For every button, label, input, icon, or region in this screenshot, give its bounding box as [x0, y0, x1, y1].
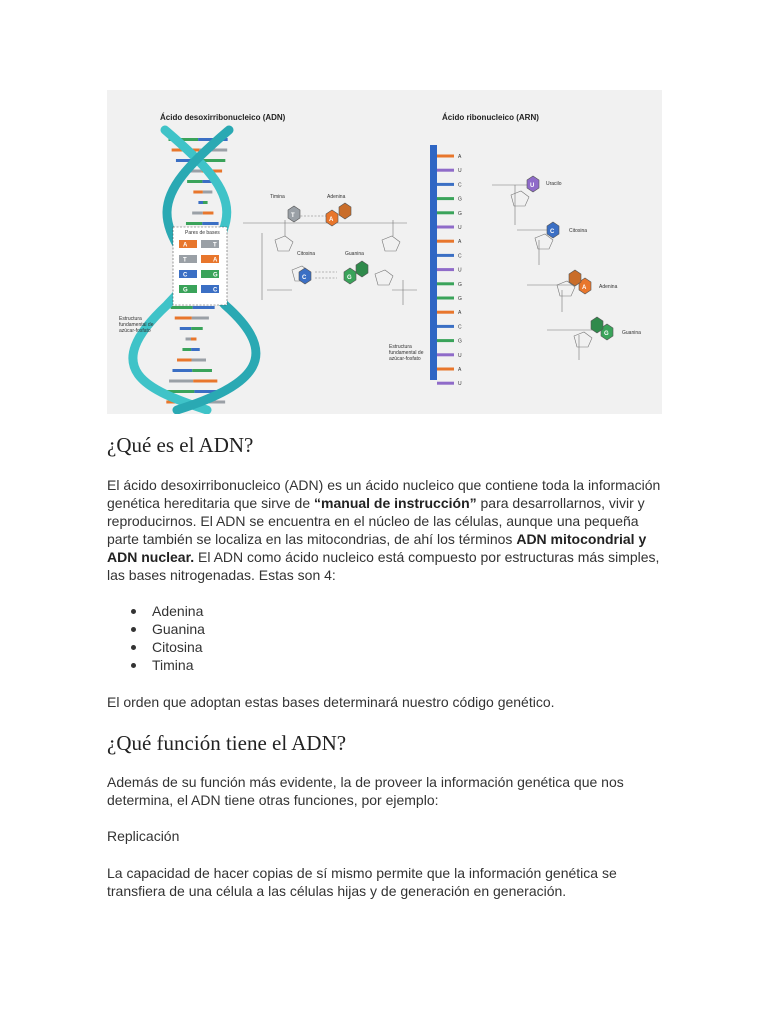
paragraph-text: El ADN como ácido nucleico está compuesto por estructuras más simples, las bases nitrogenadas. Estas son 4: [107, 549, 660, 583]
adenine-letter: A [329, 217, 334, 223]
rna-base-letter: U [458, 168, 462, 175]
rna-base-letter: C [458, 324, 462, 331]
base-pair-left [179, 255, 197, 263]
dna-timina-label: Timina [270, 194, 285, 200]
helix-rung [191, 327, 202, 330]
paragraph-replicacion-desc: La capacidad de hacer copias de sí mismo permite que la información genética se transfiera de una célula a las células hijas y de generación en generación. [107, 865, 617, 899]
rna-base-rung [437, 282, 454, 285]
rna-backbone-label-1: Estructura [389, 344, 412, 350]
base-pairs-label: Pares de bases [185, 230, 220, 236]
adenine-ring-icon [339, 203, 351, 219]
rna-base-letter: A [458, 310, 462, 317]
guanine-letter: G [347, 275, 352, 281]
base-pair-letter: G [213, 272, 218, 279]
paragraph-text: para desarrollarnos, vivir y reproducirnos. El ADN se encuentra en el núcleo de las células, aunque una pequeña parte también se localiza en las mitocondrias, de ahí los términos [107, 495, 645, 547]
rna-base-rung [437, 254, 454, 257]
rna-adenine-letter: A [582, 285, 587, 291]
rna-base-rung [437, 368, 454, 371]
rna-guanina-label: Guanina [622, 330, 641, 336]
uracil-letter: U [530, 183, 535, 189]
base-pair-letter: A [183, 242, 188, 249]
dna-adenina-label: Adenina [327, 194, 346, 200]
rna-citosina-label: Citosina [569, 228, 588, 234]
rna-base-letter: U [458, 352, 462, 359]
rna-base-rung [437, 240, 454, 243]
rna-cytosine-letter: C [550, 229, 555, 235]
list-item: Guanina [152, 621, 205, 637]
dna-figure-title: Ácido desoxirribonucleico (ADN) [160, 113, 286, 122]
helix-rung [192, 317, 209, 320]
bold-manual-instruccion: “manual de instrucción” [314, 495, 477, 511]
guanine-ring-icon [356, 261, 368, 277]
rna-base-letter: C [458, 253, 462, 260]
dna-backbone-label-3: azúcar-fosfato [119, 328, 151, 334]
helix-rung [191, 348, 200, 351]
helix-rung [180, 327, 191, 330]
rna-base-letter: G [458, 281, 462, 288]
base-pairs-box [173, 227, 227, 305]
rna-base-letter: A [458, 154, 462, 160]
thymine-letter: T [291, 213, 295, 219]
helix-rung [177, 359, 191, 362]
rna-base-letter: G [458, 338, 462, 345]
rna-strand [389, 145, 462, 387]
rna-base-rung [437, 268, 454, 271]
rna-base-rung [437, 169, 454, 172]
helix-rung [187, 180, 202, 183]
rna-backbone-label-3: azúcar-fosfato [389, 356, 421, 362]
dna-rna-diagram [107, 90, 662, 414]
rna-base-rung [437, 382, 454, 385]
paragraph-adn-definition [107, 476, 667, 584]
base-pair-letter: C [183, 272, 188, 279]
helix-rung [172, 369, 192, 372]
bold-adn-mitocondrial-nuclear: ADN mitocondrial y ADN nuclear. [107, 531, 647, 565]
rna-base-rung [437, 155, 454, 158]
base-pair-letter: G [183, 287, 188, 294]
rna-base-letter: A [458, 367, 462, 373]
rna-base-letter: C [458, 182, 462, 189]
base-pair-letter: T [183, 257, 187, 264]
paragraph-text: El ácido desoxirribonucleico (ADN) es un ácido nucleico que contiene toda la información genética hereditaria que sirve de [107, 477, 661, 511]
helix-rung [192, 369, 212, 372]
helix-rung [202, 222, 218, 225]
base-pair-left [179, 285, 197, 293]
rna-backbone-label-2: fundamental de [389, 350, 424, 356]
paragraph-genetic-code: El orden que adoptan estas bases determinará nuestro código genético. [107, 694, 555, 710]
rna-guanine-letter: G [604, 331, 609, 337]
base-pair-letter: A [213, 257, 218, 264]
rna-base-letter: U [458, 381, 462, 388]
base-pair-letter: T [213, 242, 217, 249]
helix-rung [169, 380, 193, 383]
rna-base-letter: G [458, 196, 462, 203]
heading-que-es-adn: ¿Qué es el ADN? [107, 433, 254, 457]
rna-base-rung [437, 325, 454, 328]
rna-base-letter: U [458, 225, 462, 231]
helix-rung [186, 222, 202, 225]
dna-backbone-label-1: Estructura [119, 316, 142, 322]
base-pair-left [179, 270, 197, 278]
helix-rung [171, 306, 193, 309]
rna-base-rung [437, 297, 454, 300]
helix-rung [191, 338, 196, 341]
dna-rna-figure [107, 90, 662, 414]
nitrogen-bases-list [152, 602, 205, 674]
helix-rung [193, 306, 215, 309]
rna-base-letter: U [458, 267, 462, 274]
base-pair-left [179, 240, 197, 248]
rna-base-rung [437, 311, 454, 314]
dna-double-helix [119, 130, 256, 410]
list-item: Timina [152, 656, 205, 674]
rna-base-rung [437, 211, 454, 214]
rna-backbone-bar [430, 145, 437, 380]
rna-adenina-label: Adenina [599, 284, 618, 290]
dna-backbone-label-2: fundamental de [119, 322, 154, 328]
heading-funcion-adn: ¿Qué función tiene el ADN? [107, 731, 347, 755]
helix-rung [192, 359, 206, 362]
rna-uracilo-label: Uracilo [546, 181, 562, 187]
helix-rung [203, 191, 213, 194]
helix-rung [182, 348, 191, 351]
helix-rung [198, 201, 203, 204]
cytosine-letter: C [302, 275, 307, 281]
helix-rung [193, 191, 203, 194]
base-pair-letter: C [213, 287, 218, 294]
rna-base-rung [437, 226, 454, 229]
rna-nucleotide-structures [492, 185, 597, 360]
paragraph-replicacion: Replicación [107, 828, 180, 844]
dna-nucleotide-structures [243, 216, 417, 305]
rna-base-letter: G [458, 296, 462, 302]
rna-figure-title: Ácido ribonucleico (ARN) [442, 113, 539, 122]
rna-base-rung [437, 197, 454, 200]
helix-rung [175, 317, 192, 320]
helix-rung [186, 338, 191, 341]
rna-base-letter: A [458, 239, 462, 246]
helix-rung [203, 212, 214, 215]
rna-base-rung [437, 183, 454, 186]
dna-citosina-label: Citosina [297, 251, 316, 257]
helix-rung [192, 212, 203, 215]
rna-base-rung [437, 353, 454, 356]
paragraph-functions-intro: Además de su función más evidente, la de proveer la información genética que nos determina, el ADN tiene otras funciones, por ejemplo: [107, 774, 624, 808]
rna-base-letter: G [458, 210, 462, 217]
list-item: Citosina [152, 638, 205, 656]
rna-base-rung [437, 339, 454, 342]
helix-rung [203, 201, 208, 204]
helix-rung [193, 380, 217, 383]
dna-guanina-label: Guanina [345, 251, 364, 257]
list-item: Adenina [152, 603, 204, 619]
